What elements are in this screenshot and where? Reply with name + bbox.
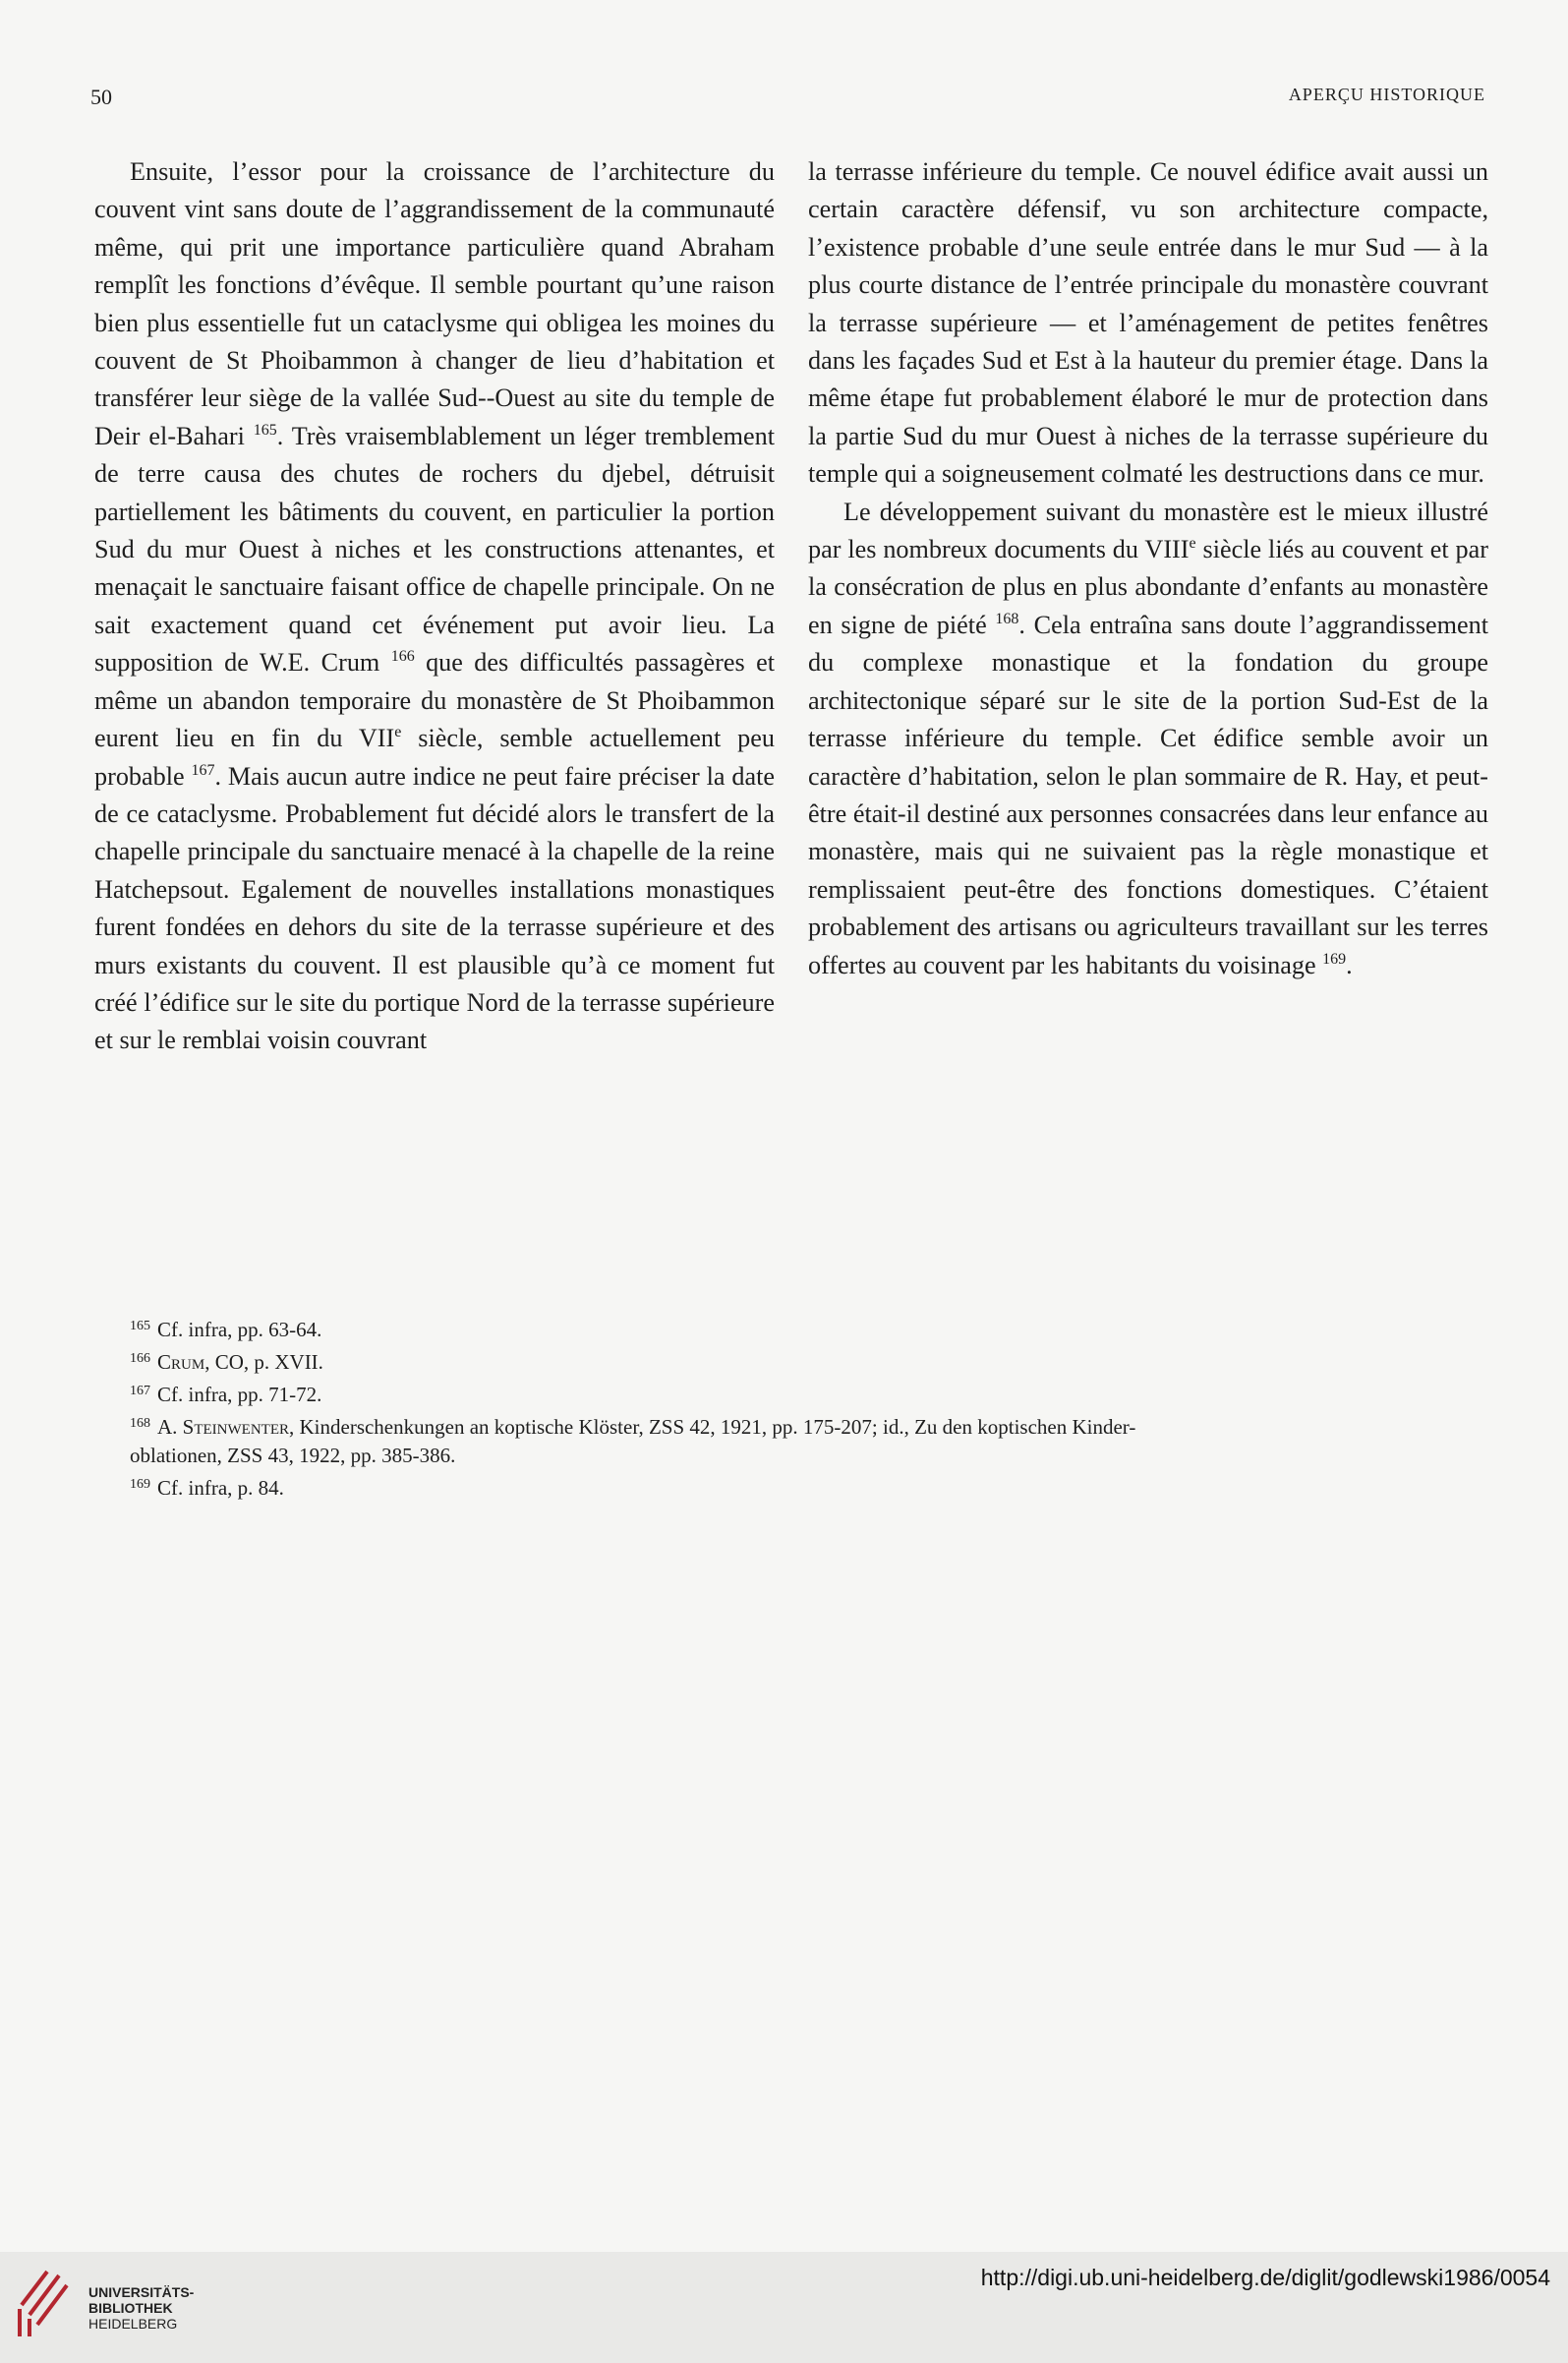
footnote-number: 168 bbox=[130, 1416, 150, 1431]
paragraph bbox=[808, 494, 1488, 984]
footnote-ref: 167 bbox=[191, 761, 215, 779]
footnote-ref: 169 bbox=[1322, 950, 1347, 968]
text-run: . Cela entraîna sans doute l’aggrandissement du complexe monastique et la fondation du groupe architectonique séparé sur le site de la portion Sud-Est de la terrasse inférieure du temple. Cet édifice semble avoir un caractère d’habitation, selon le plan sommaire de R. Hay, et peut-être était-il destiné aux personnes consacrées dans leur enfance au monastère, mais qui ne suivaient pas la règle monastique et remplissaient peut-être des fonctions domestiques. C’étaient probablement des artisans ou agriculteurs travaillant sur les terres offertes au couvent par les habitants du voisinage bbox=[808, 610, 1488, 979]
library-line: BIBLIOTHEK bbox=[88, 2300, 173, 2316]
footnote-number: 166 bbox=[130, 1351, 150, 1366]
footnote-number: 165 bbox=[130, 1319, 150, 1333]
university-library-logo-icon bbox=[14, 2262, 71, 2340]
text-run: Le développement suivant du monastère est le mieux illustré par les nombreux documents du VIII bbox=[808, 497, 1488, 564]
library-line: HEIDELBERG bbox=[88, 2316, 178, 2332]
text-run: siècle liés au couvent et par la consécration de plus en plus abondante d’enfants au monastère en signe de piété bbox=[808, 535, 1488, 639]
paragraph bbox=[94, 153, 775, 1060]
footnote-text: , Kinderschenkungen an koptische Klöster, ZSS 42, 1921, pp. 175-207; id., Zu den koptischen Kinder- bbox=[289, 1415, 1136, 1439]
footnote-text: Cf. infra, p. 84. bbox=[157, 1476, 284, 1500]
left-column bbox=[94, 153, 775, 1060]
superscript: e bbox=[394, 724, 402, 741]
footnote-author: Steinwenter bbox=[182, 1415, 289, 1439]
footnote-ref: 165 bbox=[253, 421, 277, 439]
footnote-text: Cf. infra, pp. 71-72. bbox=[157, 1383, 322, 1406]
footnote-author: Crum bbox=[157, 1350, 205, 1374]
footnotes bbox=[130, 1312, 1488, 1503]
text-run: . bbox=[1346, 950, 1353, 979]
footnote-ref: 166 bbox=[390, 648, 415, 666]
page-header bbox=[90, 85, 1485, 114]
footnote bbox=[130, 1344, 1488, 1377]
text-run: que des difficultés passagères et même un abandon temporaire du monastère de St Phoibammon eurent lieu en fin du VII bbox=[94, 648, 775, 753]
footnote-text: Cf. infra, pp. 63-64. bbox=[157, 1318, 322, 1341]
footnote-ref: 168 bbox=[995, 610, 1019, 627]
footnote bbox=[130, 1377, 1488, 1409]
source-url-link[interactable]: http://digi.ub.uni-heidelberg.de/diglit/godlewski1986/0054 bbox=[980, 2265, 1550, 2290]
library-line: UNIVERSITÄTS- bbox=[88, 2284, 195, 2300]
footnote bbox=[130, 1312, 1488, 1344]
paragraph: la terrasse inférieure du temple. Ce nouvel édifice avait aussi un certain caractère défensif, vu son architecture compacte, l’existence probable d’une seule entrée dans le mur Sud — à la plus courte distance de l’entrée principale du monastère couvrant la terrasse supérieure — et l’aménagement de petites fenêtres dans les façades Sud et Est à la hauteur du premier étage. Dans la même étape fut probablement élaboré le mur de protection dans la partie Sud du mur Ouest à niches de la terrasse supérieure du temple qui a soigneusement colmaté les destructions dans ce mur. bbox=[808, 157, 1488, 489]
footnote-prefix: A. bbox=[157, 1415, 183, 1439]
library-name bbox=[88, 2284, 194, 2332]
text-run: Ensuite, l’essor pour la croissance de l’architecture du couvent vint sans doute de l’aggrandissement de la communauté même, qui prit une importance particulière quand Abraham remplît les fonctions d’évêque. Il semble pourtant qu’une raison bien plus essentielle fut un cataclysme qui obligea les moines du couvent de St Phoibammon à changer de lieu d’habitation et transférer leur siège de la vallée Sud--Ouest au site du temple de Deir el-Bahari bbox=[94, 157, 775, 450]
text-run: . Très vraisemblablement un léger tremblement de terre causa des chutes de rochers du djebel, détruisit partiellement les bâtiments du couvent, en particulier la portion Sud du mur Ouest à niches et les constructions attenantes, et menaçait le sanctuaire faisant office de chapelle principale. On ne sait exactement quand cet événement put avoir lieu. La supposition de W.E. Crum bbox=[94, 421, 775, 678]
text-run: siècle, semble actuellement peu probable bbox=[94, 724, 775, 791]
footnote-text: , CO, p. XVII. bbox=[204, 1350, 323, 1374]
superscript: e bbox=[1189, 535, 1196, 553]
footnote-number: 169 bbox=[130, 1477, 150, 1492]
footnote bbox=[130, 1409, 1488, 1442]
footnote-number: 167 bbox=[130, 1384, 150, 1398]
footnote bbox=[130, 1470, 1488, 1503]
running-head: APERÇU HISTORIQUE bbox=[1288, 85, 1485, 104]
text-run: . Mais aucun autre indice ne peut faire préciser la date de ce cataclysme. Probablement fut décidé alors le transfert de la chapelle principale du sanctuaire menacé à la chapelle de la reine Hatchepsout. Egalement de nouvelles installations monastiques furent fondées en dehors du site de la terrasse supérieure et des murs existants du couvent. Il est plausible qu’à ce moment fut créé l’édifice sur le site du portique Nord de la terrasse supérieure et sur le remblai voisin couvrant bbox=[94, 761, 775, 1055]
footnote-continuation: oblationen, ZSS 43, 1922, pp. 385-386. bbox=[130, 1444, 456, 1467]
right-column bbox=[808, 153, 1488, 984]
page-number: 50 bbox=[90, 85, 112, 109]
